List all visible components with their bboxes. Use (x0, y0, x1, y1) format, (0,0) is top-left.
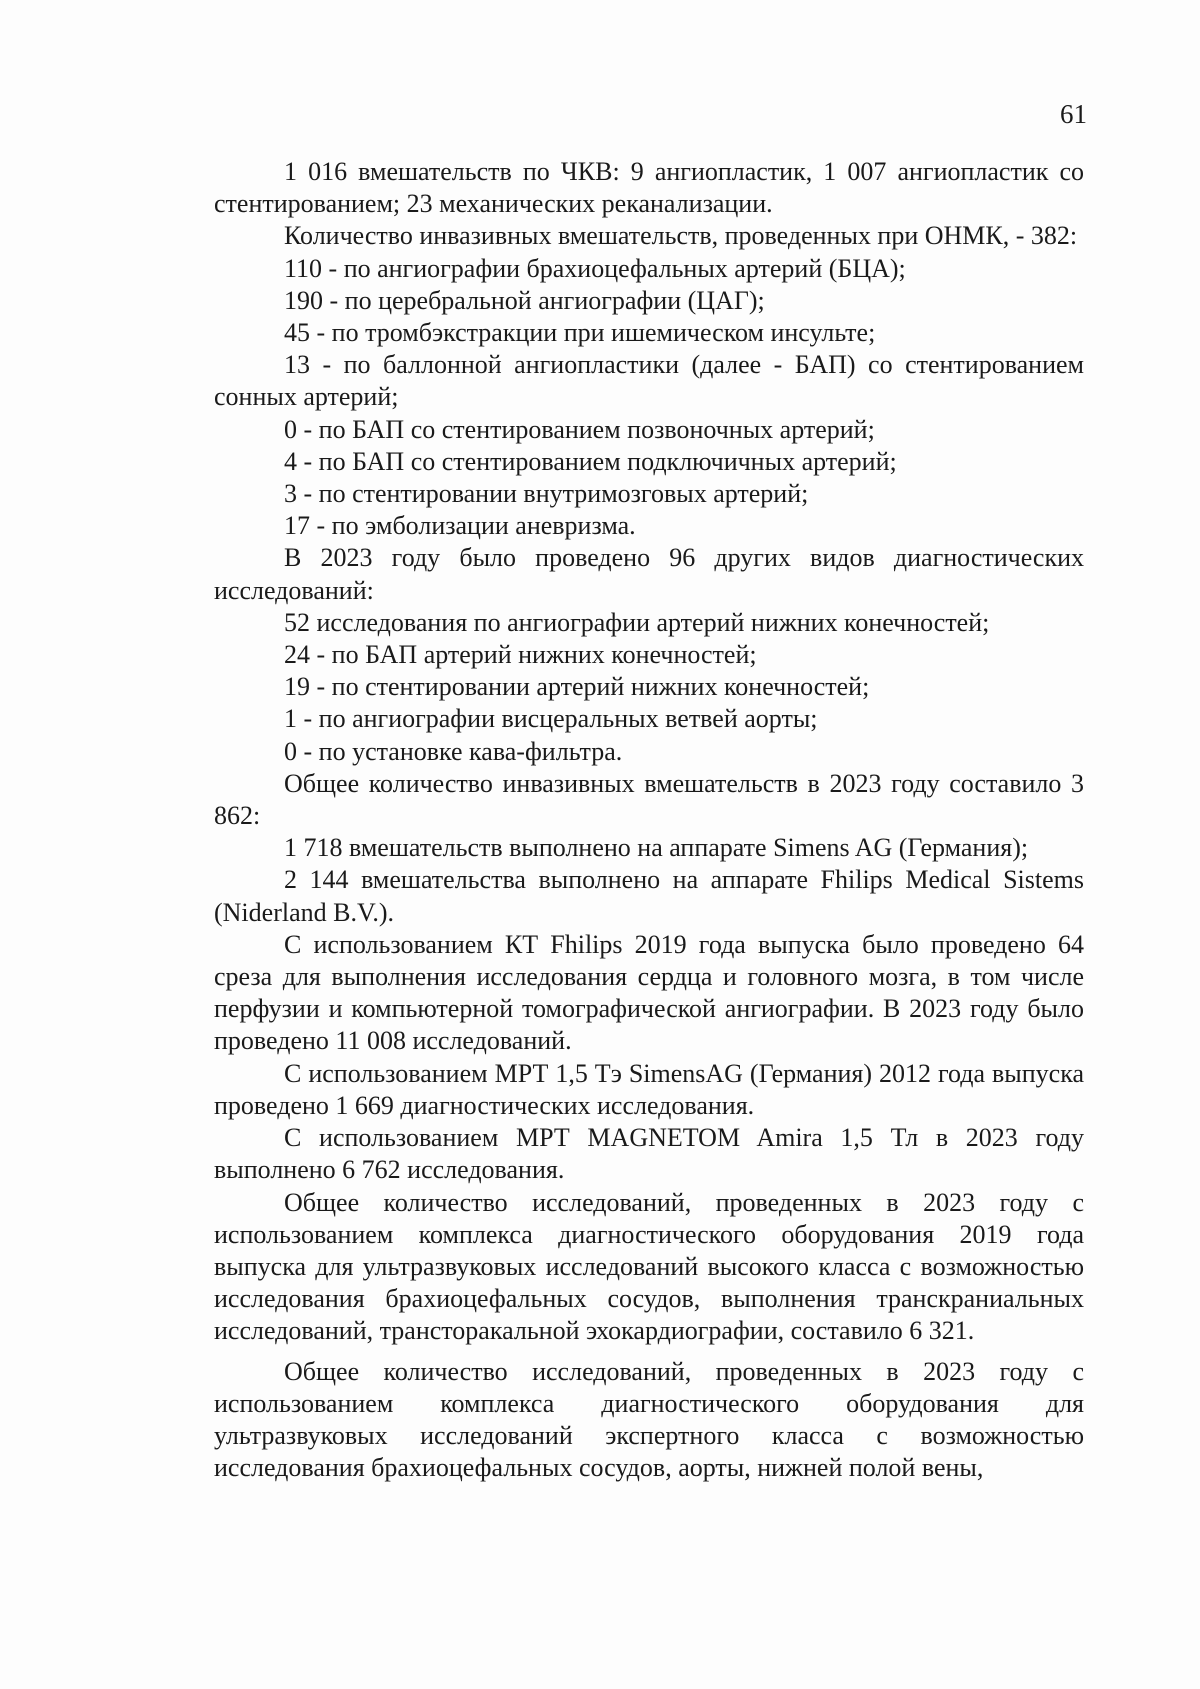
list-item: 2 144 вмешательства выполнено на аппарате Fhilips Medical Sistems (Niderland B.V.). (214, 865, 1084, 927)
paragraph: С использованием МРТ 1,5 Тэ SimensAG (Германия) 2012 года выпуска проведено 1 669 диагностических исследования. (214, 1058, 1084, 1120)
list-item: 3 - по стентировании внутримозговых артерий; (284, 479, 809, 509)
list-item: 52 исследования по ангиографии артерий нижних конечностей; (284, 607, 990, 637)
paragraph: Общее количество исследований, проведенных в 2023 году с использованием комплекса диагностического оборудования для ультразвуковых исследований экспертного класса с возможностью исследования брахиоцефальных сосудов, аорты, нижней полой вены, (214, 1356, 1084, 1483)
paragraph: Количество инвазивных вмешательств, проведенных при ОНМК, - 382: (284, 221, 1078, 251)
list-item: 19 - по стентировании артерий нижних конечностей; (284, 672, 870, 702)
paragraph: Общее количество инвазивных вмешательств в 2023 году составило 3 862: (214, 768, 1084, 831)
list-item: 24 - по БАП артерий нижних конечностей; (284, 640, 757, 670)
list-item: 0 - по БАП со стентированием позвоночных артерий; (284, 414, 875, 444)
paragraph: С использованием КТ Fhilips 2019 года выпуска было проведено 64 среза для выполнения исследования сердца и головного мозга, в том числе перфузии и компьютерной томографической ангиографии. В 2023 году было проведено 11 008 исследований. (214, 929, 1084, 1056)
list-item: 190 - по церебральной ангиографии (ЦАГ); (284, 285, 765, 315)
document-body (214, 156, 1084, 1484)
list-item: 1 718 вмешательств выполнено на аппарате Simens AG (Германия); (284, 833, 1029, 863)
list-item: 1 - по ангиографии висцеральных ветвей аорты; (284, 704, 818, 734)
list-item: 17 - по эмболизации аневризма. (284, 511, 636, 541)
paragraph: С использованием МРТ MAGNETOM Amira 1,5 Тл в 2023 году выполнено 6 762 исследования. (214, 1123, 1084, 1185)
paragraph: 1 016 вмешательств по ЧКВ: 9 ангиопластик, 1 007 ангиопластик со стентированием; 23 механических реканализации. (214, 157, 1084, 219)
paragraph: Общее количество исследований, проведенных в 2023 году с использованием комплекса диагностического оборудования 2019 года выпуска для ультразвуковых исследований высокого класса с возможностью исследования брахиоцефальных сосудов, выполнения транскраниальных исследований, трансторакальной эхокардиографии, составило 6 321. (214, 1187, 1084, 1346)
list-item: 4 - по БАП со стентированием подключичных артерий; (284, 446, 897, 476)
paragraph: В 2023 году было проведено 96 других видов диагностических исследований: (214, 543, 1084, 605)
list-item: 13 - по баллонной ангиопластики (далее - БАП) со стентированием сонных артерий; (214, 350, 1084, 412)
list-item: 0 - по установке кава-фильтра. (284, 736, 623, 766)
list-item: 110 - по ангиографии брахиоцефальных артерий (БЦА); (284, 253, 906, 283)
list-item: 45 - по тромбэкстракции при ишемическом инсульте; (284, 318, 876, 348)
page-number: 61 (1060, 99, 1087, 129)
